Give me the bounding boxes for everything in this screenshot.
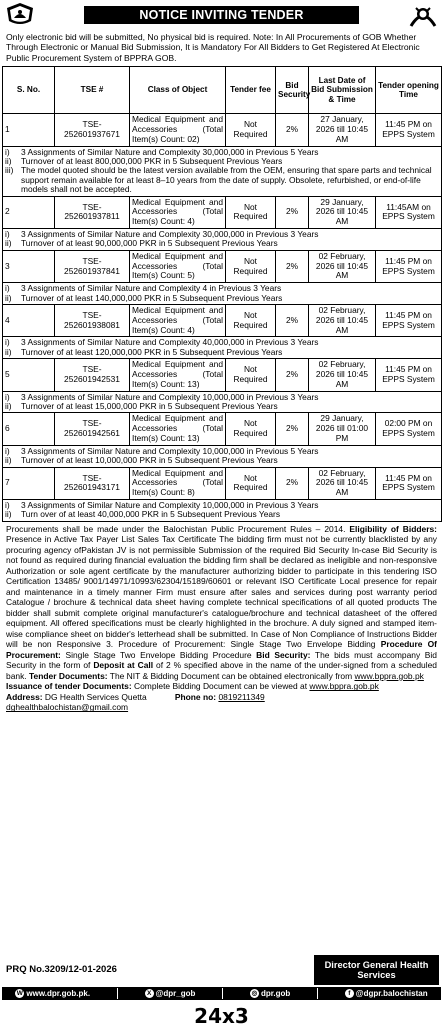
cell-tse: TSE-252601937671 (55, 114, 130, 146)
page-title: NOTICE INVITING TENDER (84, 6, 359, 24)
table-header-row (3, 67, 442, 114)
cell-object: Medical Equipment and Accessories (Total Item(s) Count: 4) (130, 305, 226, 337)
phone-label: Phone no: (174, 691, 217, 702)
cell-opening: 11:45AM on EPPS System (376, 196, 442, 228)
instagram-icon: ◎ (251, 990, 258, 998)
requirement-text: The model quoted should be the latest version available from the OEM, ensuring that spare parts and technical support remain available for at least 8–10 years from the date of supply. Obsolete, refurbished, or end-of-life models shall not be accepted. (21, 165, 432, 195)
col-header: Class of Object (130, 67, 226, 114)
tender-table (2, 66, 442, 522)
requirement-text: Turnover of at least 120,000,000 PKR in 5 Subsequent Previous Years (21, 346, 283, 357)
requirement-number: i) (5, 445, 10, 456)
social-link[interactable] (345, 989, 428, 998)
requirements-cell (3, 445, 442, 467)
bppra-link-2[interactable]: www.bppra.gob.pk (309, 681, 379, 692)
cell-opening: 11:45 PM on EPPS System (376, 305, 442, 337)
social-link[interactable] (250, 989, 290, 998)
cell-fee: Not Required (226, 359, 276, 391)
requirement-text: Turnover of at least 10,000,000 PKR in 5 Subsequent Previous Years (21, 455, 278, 466)
requirements-row (3, 391, 442, 413)
terms-paragraph (6, 524, 437, 713)
col-header: Tender fee (226, 67, 276, 114)
cell-opening: 11:45 PM on EPPS System (376, 467, 442, 499)
requirement-number: ii) (5, 455, 12, 466)
table-row (3, 305, 442, 337)
cell-security: 2% (276, 196, 309, 228)
cell-security: 2% (276, 413, 309, 445)
cell-last-date: 02 February, 2026 till 10:45 AM (309, 467, 376, 499)
cell-tse: TSE-252601943171 (55, 467, 130, 499)
tender-documents-label: Tender Documents: (29, 670, 108, 681)
x-icon: X (145, 989, 154, 998)
issuance-text: Complete Bidding Document can be viewed at (131, 681, 310, 692)
cell-sno: 1 (3, 114, 55, 146)
requirement-number: ii) (5, 238, 12, 249)
cell-sno: 5 (3, 359, 55, 391)
social-separator (317, 988, 318, 999)
cell-last-date: 29 January, 2026 till 01:00 PM (309, 413, 376, 445)
requirement-text: 3 Assignments of Similar Nature and Complexity 30,000,000 in Previous 5 Years (21, 146, 319, 157)
cell-fee: Not Required (226, 196, 276, 228)
deposit-label: Deposit at Call (93, 660, 154, 671)
address-label: Address: (6, 691, 43, 702)
requirement-item (5, 239, 439, 248)
social-link[interactable] (15, 989, 90, 998)
cell-sno: 6 (3, 413, 55, 445)
cell-tse: TSE-252601937841 (55, 250, 130, 282)
table-row (3, 196, 442, 228)
col-header: Last Date of Bid Submission & Time (309, 67, 376, 114)
social-link[interactable] (145, 989, 196, 998)
requirements-row (3, 229, 442, 251)
cell-sno: 3 (3, 250, 55, 282)
cell-security: 2% (276, 250, 309, 282)
requirement-item (5, 402, 439, 411)
cell-object: Medical Equipment and Accessories (Total Item(s) Count: 13) (130, 359, 226, 391)
table-row (3, 359, 442, 391)
cell-last-date: 27 January, 2026 till 10:45 AM (309, 114, 376, 146)
balochistan-emblem-left-icon (4, 2, 36, 28)
requirements-cell (3, 391, 442, 413)
cell-object: Medical Equipment and Accessories (Total Item(s) Count: 13) (130, 413, 226, 445)
requirement-number: iii) (5, 165, 14, 176)
cell-last-date: 29 January, 2026 till 10:45 AM (309, 196, 376, 228)
requirement-number: ii) (5, 346, 12, 357)
notice-header (0, 0, 443, 32)
requirement-text: 3 Assignments of Similar Nature and Complexity 10,000,000 in Previous 5 Years (21, 445, 319, 456)
requirements-row (3, 337, 442, 359)
cell-last-date: 02 February, 2026 till 10:45 AM (309, 305, 376, 337)
social-handle: @dgpr.balochistan (355, 988, 428, 998)
prq-number: PRQ No.3209/12-01-2026 (6, 964, 117, 975)
cell-fee: Not Required (226, 305, 276, 337)
table-row (3, 467, 442, 499)
requirement-text: 3 Assignments of Similar Nature and Complexity 10,000,000 in Previous 3 Years (21, 391, 319, 402)
requirements-cell (3, 337, 442, 359)
cell-sno: 4 (3, 305, 55, 337)
requirement-text: Turn over of at least 40,000,000 PKR in 5 Subsequent Previous Years (21, 509, 281, 520)
requirement-text: 3 Assignments of Similar Nature and Complexity 30,000,000 in Previous 3 Years (21, 229, 319, 240)
ad-size-tag: 24x3 (194, 1004, 249, 1028)
issuance-label: Issuance of tender Documents: (6, 681, 132, 692)
social-separator (222, 988, 223, 999)
eligibility-label: Eligibility of Bidders: (349, 523, 437, 534)
facebook-icon: f (345, 989, 354, 998)
signatory-text: Director General Health Services (324, 959, 429, 980)
cell-tse: TSE-252601937811 (55, 196, 130, 228)
requirement-item (5, 348, 439, 357)
requirement-item (5, 294, 439, 303)
bppra-link[interactable]: www.bppra.gob.pk (354, 670, 424, 681)
requirement-text: Turnover of at least 800,000,000 PKR in 5 Subsequent Previous Years (21, 156, 283, 167)
bid-security-label: Bid Security: (256, 649, 311, 660)
requirement-item (5, 166, 439, 194)
requirement-text: Turnover of at least 90,000,000 PKR in 5 Subsequent Previous Years (21, 238, 278, 249)
cell-opening: 11:45 PM on EPPS System (376, 359, 442, 391)
signatory-box (314, 955, 439, 985)
requirements-cell (3, 229, 442, 251)
col-header: TSE # (55, 67, 130, 114)
requirements-cell (3, 283, 442, 305)
table-row (3, 114, 442, 146)
procedure-text: Single Stage Two Envelope Bidding Procedure (60, 649, 257, 660)
address-text: DG Health Services Quetta (42, 691, 147, 702)
requirements-cell (3, 500, 442, 522)
social-handle: www.dpr.gob.pk. (26, 988, 91, 998)
requirement-item (5, 456, 439, 465)
cell-opening: 11:45 PM on EPPS System (376, 114, 442, 146)
cell-security: 2% (276, 359, 309, 391)
social-bar (2, 987, 441, 1000)
col-header: Tender opening Time (376, 67, 442, 114)
requirement-text: Turnover of at least 140,000,000 PKR in 5 Subsequent Previous Years (21, 292, 283, 303)
col-header: Bid Security (276, 67, 309, 114)
social-separator (117, 988, 118, 999)
cell-object: Medical Equipment and Accessories (Total Item(s) Count: 4) (130, 196, 226, 228)
cell-tse: TSE-252601942561 (55, 413, 130, 445)
requirement-text: 3 Assignments of Similar Nature and Complexity 4 in Previous 3 Years (21, 283, 282, 294)
bid-security-text: The bids must accompany Bid Security in the form of (6, 649, 437, 671)
email-link[interactable]: dghealthbalochistan@gmail.com (6, 702, 129, 713)
cell-tse: TSE-252601942531 (55, 359, 130, 391)
requirement-text: 3 Assignments of Similar Nature and Complexity 10,000,000 in Previous 3 Years (21, 500, 319, 511)
cell-fee: Not Required (226, 250, 276, 282)
requirement-number: ii) (5, 156, 12, 167)
requirement-item (5, 510, 439, 519)
requirement-number: ii) (5, 401, 12, 412)
requirements-row (3, 146, 442, 196)
footer (0, 955, 443, 1003)
requirement-text: 3 Assignments of Similar Nature and Complexity 40,000,000 in Previous 3 Years (21, 337, 319, 348)
requirements-row (3, 445, 442, 467)
cell-fee: Not Required (226, 413, 276, 445)
requirement-number: i) (5, 146, 10, 157)
cell-last-date: 02 February, 2026 till 10:45 AM (309, 250, 376, 282)
intro-note: Only electronic bid will be submitted, No physical bid is required. Note: In All Procurements of GOB Whether Through Electronic or Manual Bid Submission, It is Mandatory For All Bidders to Get Registered At Electronic Public Procurement System of BPPRA GOB. (6, 32, 420, 63)
table-row (3, 250, 442, 282)
cell-security: 2% (276, 467, 309, 499)
requirement-number: i) (5, 283, 10, 294)
globe-icon: W (16, 990, 23, 998)
table-row (3, 413, 442, 445)
deposit-text: of 2 % specified above in the name of the under-signed from a scheduled bank. (6, 660, 437, 681)
requirements-row (3, 283, 442, 305)
requirements-row (3, 500, 442, 522)
cell-sno: 7 (3, 467, 55, 499)
requirement-number: i) (5, 229, 10, 240)
col-header: S. No. (3, 67, 55, 114)
rules-text: Procurements shall be made under the Balochistan Public Procurement Rules – 2014. (6, 523, 350, 534)
procedure-label: Procedure Of Procurement: (6, 639, 437, 660)
cell-object: Medical Equipment and Accessories (Total Item(s) Count: 8) (130, 467, 226, 499)
requirement-number: ii) (5, 292, 12, 303)
requirement-number: i) (5, 337, 10, 348)
cell-last-date: 02 February, 2026 till 10:45 AM (309, 359, 376, 391)
cell-security: 2% (276, 305, 309, 337)
requirement-number: ii) (5, 509, 12, 520)
eligibility-text: Presence in Active Tax Payer List Sales Tax Certificate The bidding firm must not be currently blacklisted by any procuring agency ofPakistan JV is not permissible Submission of the required Bid Security In-case Bid Security is not found as required during financial evaluation the bidding firm shall be declared as ineligible and non-responsive Authorization or sole agent certificate by the manufacturer authorizing bidder to participate in this tendering ISO Certification 13485/ 9001/14971/10993/62304/15189/60601 or relevant ISO Certificate Local presence for repair and maintenance in a timely manner Firm must ensure after sales and services during post warranty period Catalogue / brochure & technical data sheet having complete technical specifications of all quoted products The bidder shall submit complete original manufacturer's catalogue/brochure and technical datasheet of the offered equipment. All offered specifications must be clearly highlighted in the brochure. A duly signed and stamped item-wise compliance sheet on bidder's letterhead shall be submitted. In Case of Non Compliance of Instructions Bidder will be non Responsive 3. Procedure of Procurement: Single Stage Two Envelope Bidding (6, 534, 437, 650)
requirement-number: i) (5, 391, 10, 402)
phone-number[interactable]: 0819211349 (218, 691, 265, 702)
cell-object: Medical Equipment and Accessories (Total Item(s) Count: 5) (130, 250, 226, 282)
requirements-cell (3, 146, 442, 196)
social-handle: dpr.gob (260, 988, 291, 998)
cell-opening: 02:00 PM on EPPS System (376, 413, 442, 445)
social-handle: @dpr_gob (155, 988, 196, 998)
cell-opening: 11:45 PM on EPPS System (376, 250, 442, 282)
cell-fee: Not Required (226, 467, 276, 499)
balochistan-emblem-right-icon (407, 2, 439, 28)
requirement-text: Turnover of at least 15,000,000 PKR in 5 Subsequent Previous Years (21, 401, 278, 412)
tender-documents-text: The NIT & Bidding Document can be obtained electronically from (107, 670, 355, 681)
cell-tse: TSE-252601938081 (55, 305, 130, 337)
cell-object: Medical Equipment and Accessories (Total Item(s) Count: 02) (130, 114, 226, 146)
cell-sno: 2 (3, 196, 55, 228)
cell-security: 2% (276, 114, 309, 146)
cell-fee: Not Required (226, 114, 276, 146)
requirement-number: i) (5, 500, 10, 511)
